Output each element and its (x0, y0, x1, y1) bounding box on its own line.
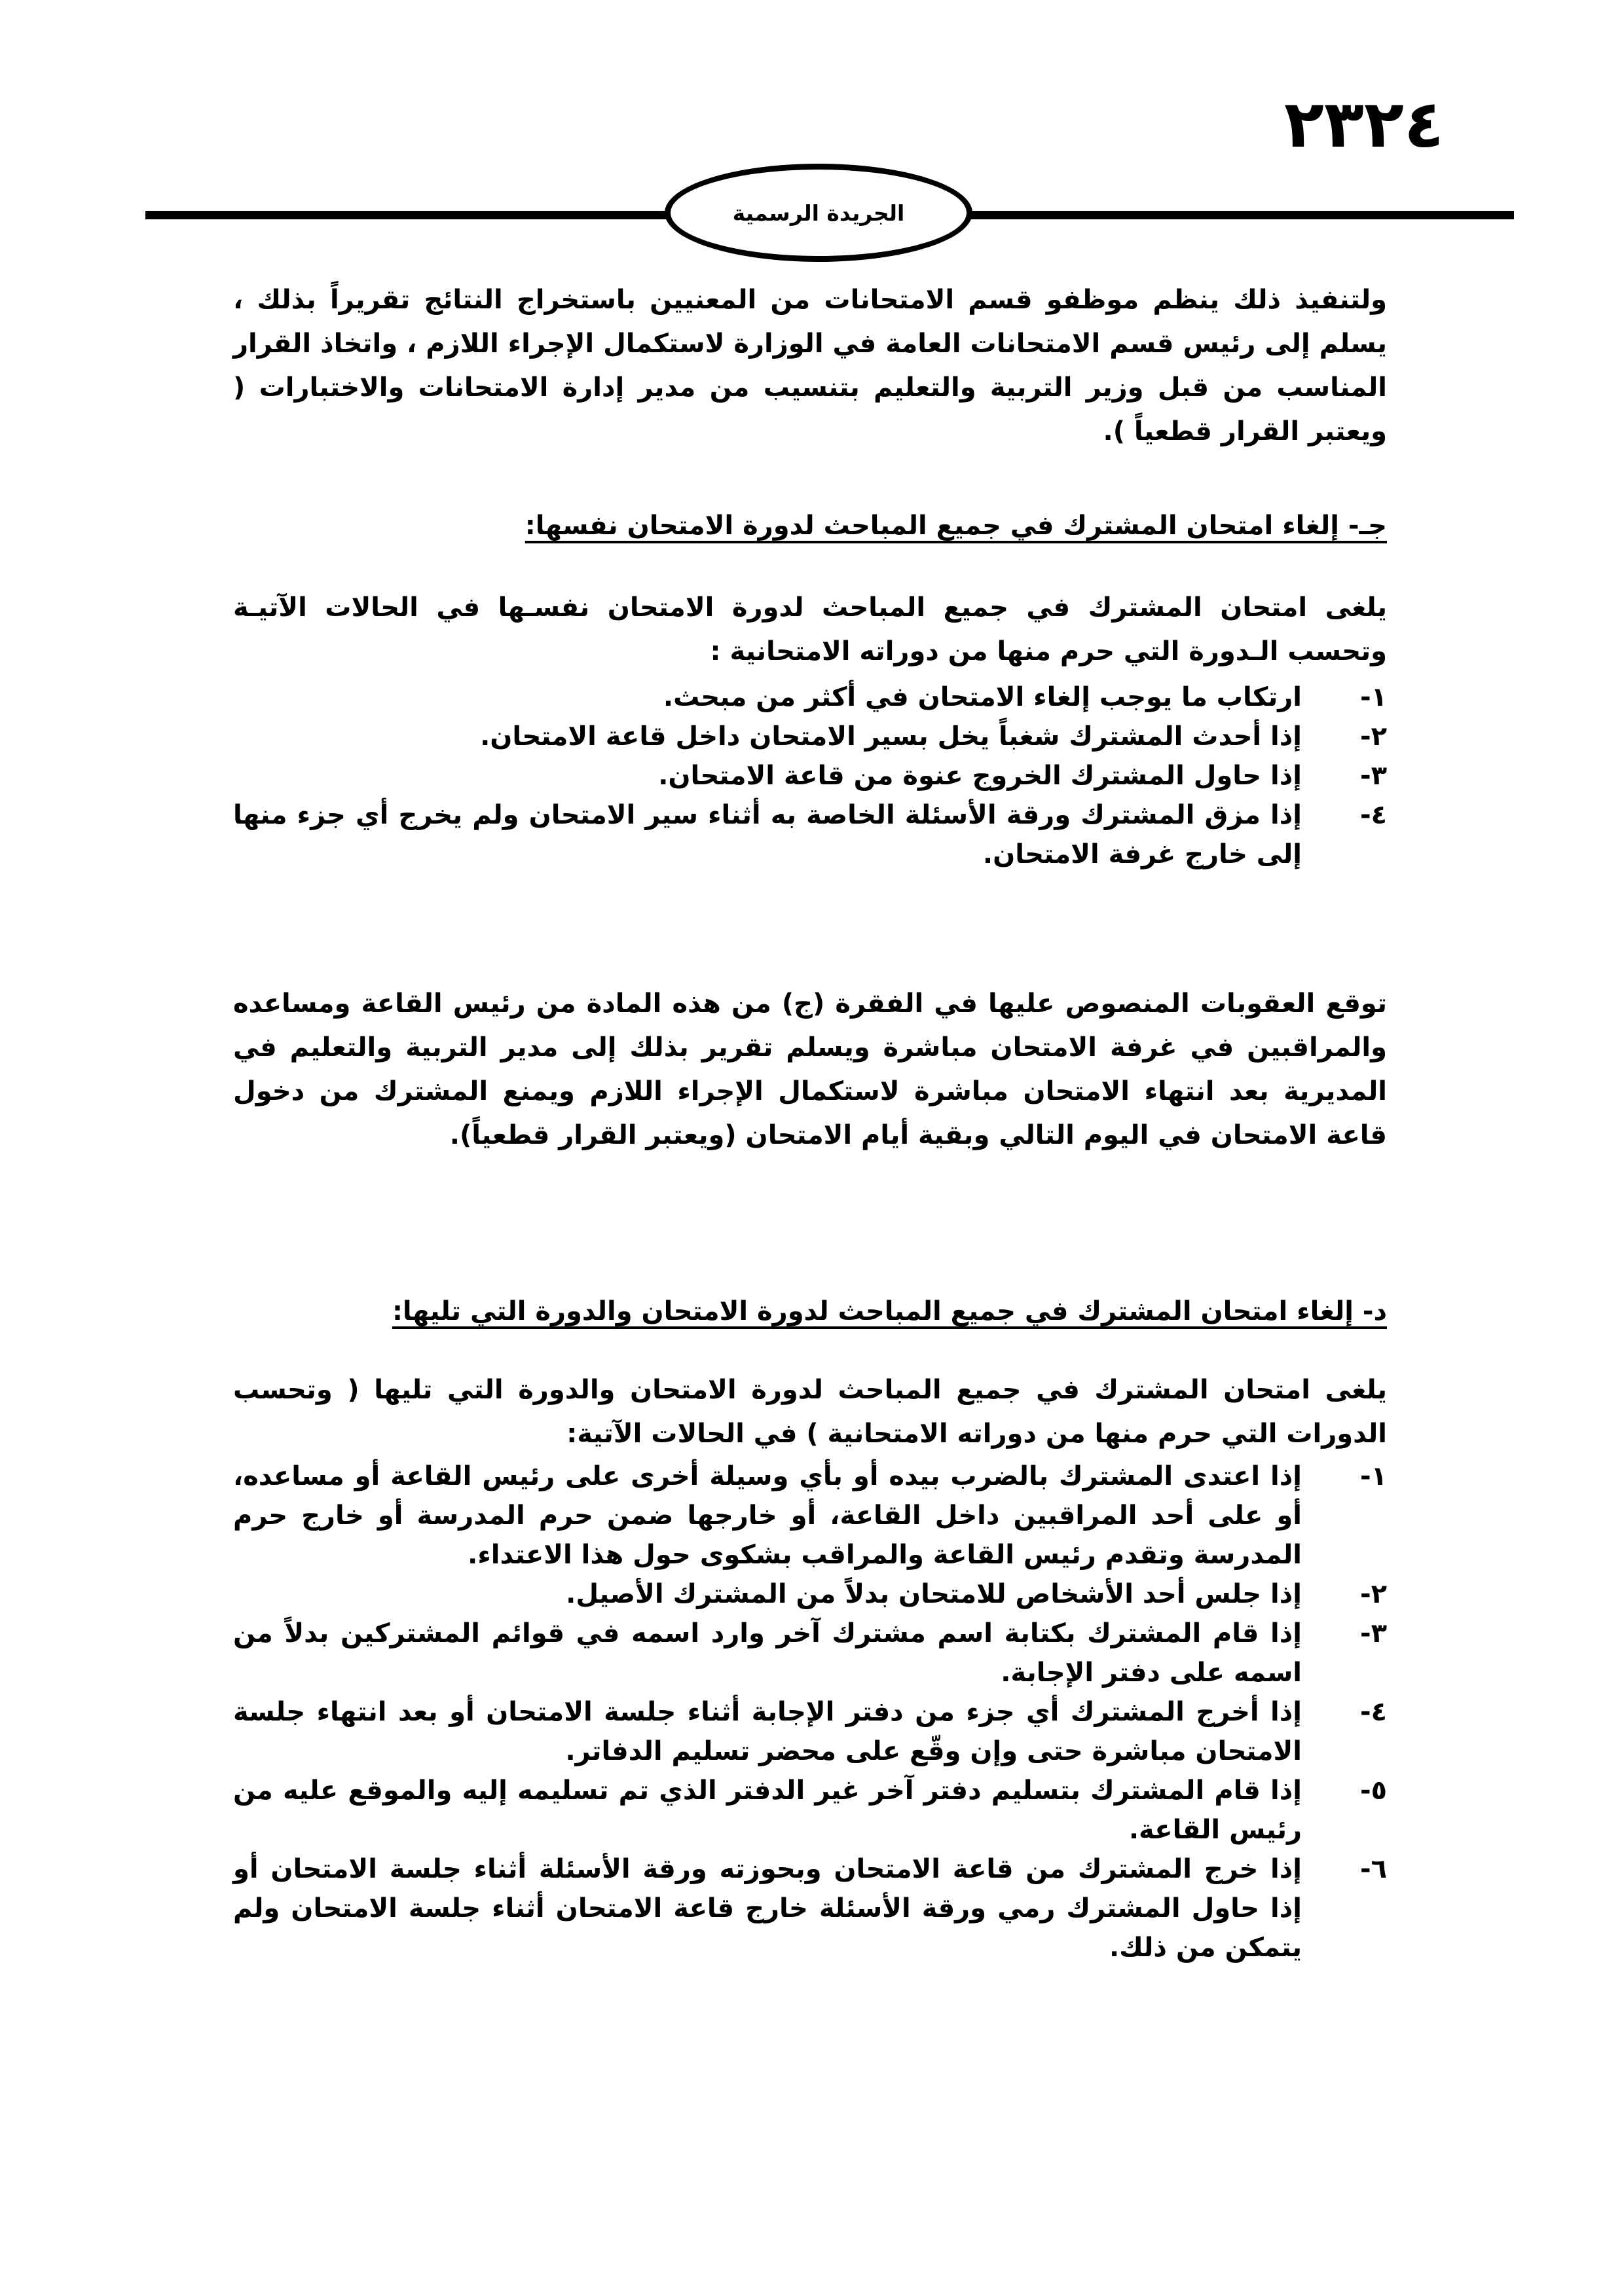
item-text: إذا جلس أحد الأشخاص للامتحان بدلاً من المشترك الأصيل. (566, 1579, 1302, 1609)
item-text: إذا اعتدى المشترك بالضرب بيده أو بأي وسيلة أخرى على رئيس القاعة أو مساعده، أو على أحد المراقبين داخل القاعة، أو خارجها ضمن حرم المدرسة أو خارج حرم المدرسة وتقدم رئيس القاعة والمراقب بشكوى حول هذا الاعتداء. (233, 1461, 1302, 1570)
list-item (233, 1771, 1387, 1850)
item-text: إذا أخرج المشترك أي جزء من دفتر الإجابة أثناء جلسة الامتحان أو بعد انتهاء جلسة الامتحان مباشرة حتى وإن وقّع على محضر تسليم الدفاتر. (233, 1697, 1302, 1766)
page-number: ٢٣٢٤ (1283, 86, 1444, 162)
list-item (233, 1457, 1387, 1575)
item-text: إذا حاول المشترك الخروج عنوة من قاعة الامتحان. (658, 761, 1302, 791)
section-d-list (233, 1457, 1387, 1967)
list-item (233, 1692, 1387, 1771)
item-number: ٥- (1359, 1776, 1387, 1806)
list-item (233, 756, 1387, 795)
section-c-closing: توقع العقوبات المنصوص عليها في الفقرة (ج) من هذه المادة من رئيس القاعة ومساعده والمراقبين في غرفة الامتحان مباشرة ويسلم تقرير بذلك إلى مدير التربية والتعليم في المديرية بعد انتهاء الامتحان مباشرة لاستكمال الإجراء اللازم ويمنع المشترك من دخول قاعة الامتحان في اليوم التالي وبقية أيام الامتحان (ويعتبر القرار قطعياً). (233, 989, 1387, 1150)
item-text: ارتكاب ما يوجب إلغاء الامتحان في أكثر من مبحث. (663, 682, 1302, 712)
section-d-heading: د- إلغاء امتحان المشترك في جميع المباحث لدورة الامتحان والدورة التي تليها: (392, 1296, 1387, 1326)
list-item (233, 1575, 1387, 1614)
item-number: ٢- (1359, 721, 1387, 752)
section-c-intro: يلغى امتحان المشترك في جميع المباحث لدورة الامتحان نفسـها في الحالات الآتيـة وتحسب الـدورة التي حرم منها من دوراته الامتحانية : (233, 592, 1387, 666)
item-number: ٤- (1359, 1697, 1387, 1727)
item-text: إذا خرج المشترك من قاعة الامتحان وبحوزته ورقة الأسئلة أثناء جلسة الامتحان أو إذا حاول المشترك رمي ورقة الأسئلة خارج قاعة الامتحان أثناء جلسة الامتحان ولم يتمكن من ذلك. (233, 1854, 1302, 1963)
section-d-intro: يلغى امتحان المشترك في جميع المباحث لدورة الامتحان والدورة التي تليها ( وتحسب الدورات التي حرم منها من دوراته الامتحانية ) في الحالات الآتية: (233, 1375, 1387, 1449)
item-number: ١- (1359, 1461, 1387, 1491)
header-oval (665, 164, 972, 262)
section-c-heading: جـ- إلغاء امتحان المشترك في جميع المباحث لدورة الامتحان نفسها: (525, 511, 1387, 541)
item-number: ٣- (1359, 1618, 1387, 1649)
item-number: ٢- (1359, 1579, 1387, 1609)
header-label: الجريدة الرسمية (732, 200, 905, 226)
item-text: إذا قام المشترك بتسليم دفتر آخر غير الدفتر الذي تم تسليمه إليه والموقع عليه من رئيس القاعة. (233, 1776, 1302, 1845)
item-text: إذا مزق المشترك ورقة الأسئلة الخاصة به أثناء سير الامتحان ولم يخرج أي جزء منها إلى خارج غرفة الامتحان. (233, 800, 1302, 869)
intro-paragraph: ولتنفيذ ذلك ينظم موظفو قسم الامتحانات من المعنيين باستخراج النتائج تقريراً بذلك ، يسلم إلى رئيس قسم الامتحانات العامة في الوزارة لاستكمال الإجراء اللازم ، واتخاذ القرار المناسب من قبل وزير التربية والتعليم بتنسيب من مدير إدارة الامتحانات والاختبارات ( ويعتبر القرار قطعياً ). (233, 285, 1387, 446)
list-item (233, 1614, 1387, 1692)
list-item (233, 1850, 1387, 1967)
list-item (233, 795, 1387, 874)
section-c-list (233, 678, 1387, 874)
list-item (233, 717, 1387, 756)
item-text: إذا قام المشترك بكتابة اسم مشترك آخر وارد اسمه في قوائم المشتركين بدلاً من اسمه على دفتر الإجابة. (233, 1618, 1302, 1688)
item-number: ٣- (1359, 761, 1387, 791)
item-number: ١- (1359, 682, 1387, 712)
list-item (233, 678, 1387, 717)
item-number: ٦- (1359, 1854, 1387, 1884)
item-number: ٤- (1359, 800, 1387, 830)
item-text: إذا أحدث المشترك شغباً يخل بسير الامتحان داخل قاعة الامتحان. (480, 721, 1302, 752)
